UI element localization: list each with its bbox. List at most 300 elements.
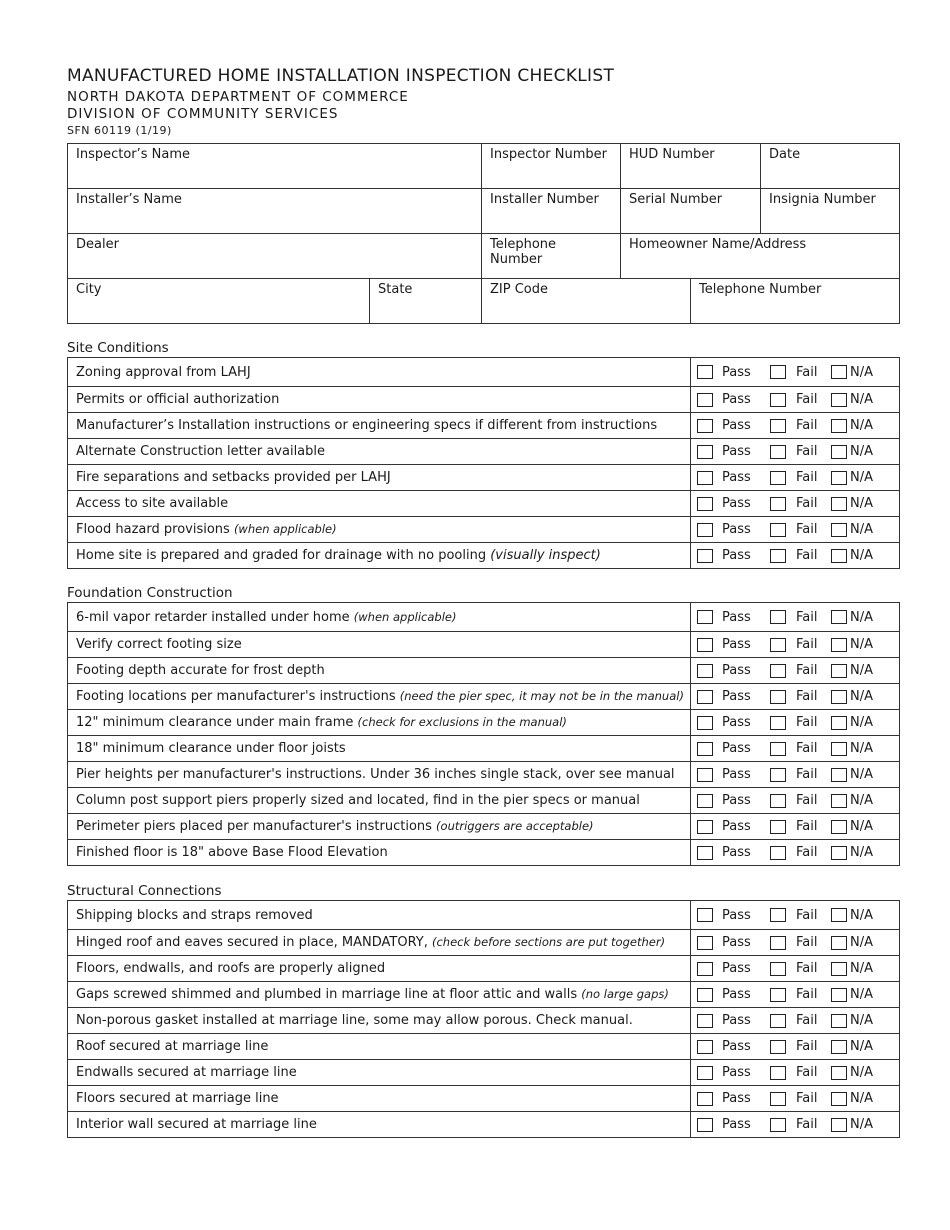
item-note: (check for exclusions in the manual) bbox=[357, 715, 567, 729]
pass-label: Pass bbox=[722, 1065, 751, 1080]
pass-checkbox[interactable] bbox=[697, 820, 713, 834]
fail-label: Fail bbox=[796, 689, 818, 704]
fail-checkbox[interactable] bbox=[770, 716, 786, 730]
item-label: Gaps screwed shimmed and plumbed in marriage line at floor attic and walls bbox=[76, 987, 582, 1002]
section-title-foundation: Foundation Construction bbox=[67, 585, 233, 601]
na-checkbox[interactable] bbox=[831, 1118, 847, 1132]
fail-checkbox[interactable] bbox=[770, 846, 786, 860]
checklist-row bbox=[68, 1008, 900, 1034]
na-checkbox[interactable] bbox=[831, 742, 847, 756]
na-label: N/A bbox=[850, 609, 873, 625]
item-text bbox=[68, 517, 691, 543]
fail-label: Fail bbox=[796, 1065, 818, 1080]
fail-checkbox[interactable] bbox=[770, 1092, 786, 1106]
item-text bbox=[68, 1034, 691, 1060]
item-label: 6-mil vapor retarder installed under home bbox=[76, 609, 354, 625]
section-title-site: Site Conditions bbox=[67, 340, 169, 356]
result-options bbox=[691, 543, 900, 569]
item-label: Interior wall secured at marriage line bbox=[76, 1117, 317, 1132]
na-checkbox[interactable] bbox=[831, 936, 847, 950]
fail-checkbox[interactable] bbox=[770, 820, 786, 834]
state-field[interactable]: State bbox=[370, 279, 482, 324]
checklist-row bbox=[68, 736, 900, 762]
checklist-row bbox=[68, 1086, 900, 1112]
item-text bbox=[68, 788, 691, 814]
item-label: Footing locations per manufacturer's instructions bbox=[76, 689, 400, 704]
na-label: N/A bbox=[850, 522, 873, 537]
foundation-construction-table bbox=[67, 602, 900, 866]
pass-label: Pass bbox=[722, 609, 751, 625]
result-options bbox=[691, 736, 900, 762]
na-label: N/A bbox=[850, 793, 873, 808]
na-checkbox[interactable] bbox=[831, 638, 847, 652]
pass-checkbox[interactable] bbox=[697, 846, 713, 860]
na-checkbox[interactable] bbox=[831, 794, 847, 808]
checklist-row bbox=[68, 1112, 900, 1138]
fail-label: Fail bbox=[796, 548, 818, 563]
item-label: Endwalls secured at marriage line bbox=[76, 1065, 297, 1080]
item-text bbox=[68, 358, 691, 387]
na-checkbox[interactable] bbox=[831, 1066, 847, 1080]
pass-checkbox[interactable] bbox=[697, 365, 713, 379]
fail-checkbox[interactable] bbox=[770, 638, 786, 652]
na-checkbox[interactable] bbox=[831, 497, 847, 511]
fail-checkbox[interactable] bbox=[770, 365, 786, 379]
item-note: (when applicable) bbox=[233, 522, 337, 536]
pass-label: Pass bbox=[722, 689, 751, 704]
fail-checkbox[interactable] bbox=[770, 497, 786, 511]
item-label: 12" minimum clearance under main frame bbox=[76, 715, 358, 730]
item-text bbox=[68, 1086, 691, 1112]
na-checkbox[interactable] bbox=[831, 549, 847, 563]
fail-checkbox[interactable] bbox=[770, 1118, 786, 1132]
date-field[interactable]: Date bbox=[761, 144, 900, 189]
pass-checkbox[interactable] bbox=[697, 471, 713, 485]
dealer-field[interactable]: Dealer bbox=[68, 234, 482, 279]
pass-checkbox[interactable] bbox=[697, 962, 713, 976]
info-table bbox=[67, 143, 900, 324]
fail-label: Fail bbox=[796, 392, 818, 407]
item-label: Access to site available bbox=[76, 496, 229, 511]
checklist-row bbox=[68, 1034, 900, 1060]
result-options bbox=[691, 517, 900, 543]
item-label: Non-porous gasket installed at marriage line, some may allow porous. Check manual. bbox=[76, 1013, 633, 1028]
na-label: N/A bbox=[850, 548, 873, 563]
item-text bbox=[68, 982, 691, 1008]
item-label: 18" minimum clearance under floor joists bbox=[76, 741, 346, 756]
pass-label: Pass bbox=[722, 961, 751, 976]
item-label: Column post support piers properly sized and located, find in the pier specs or manual bbox=[76, 793, 640, 808]
fail-checkbox[interactable] bbox=[770, 445, 786, 459]
result-options bbox=[691, 762, 900, 788]
item-text bbox=[68, 736, 691, 762]
fail-checkbox[interactable] bbox=[770, 1040, 786, 1054]
pass-checkbox[interactable] bbox=[697, 742, 713, 756]
pass-label: Pass bbox=[722, 444, 751, 459]
pass-label: Pass bbox=[722, 987, 751, 1002]
item-label: Alternate Construction letter available bbox=[76, 444, 326, 459]
pass-checkbox[interactable] bbox=[697, 1092, 713, 1106]
item-label: Hinged roof and eaves secured in place, MANDATORY, bbox=[76, 935, 432, 950]
na-label: N/A bbox=[850, 444, 873, 459]
pass-label: Pass bbox=[722, 470, 751, 485]
fail-checkbox[interactable] bbox=[770, 419, 786, 433]
na-checkbox[interactable] bbox=[831, 664, 847, 678]
pass-label: Pass bbox=[722, 418, 751, 433]
item-label: Home site is prepared and graded for drainage with no pooling bbox=[76, 548, 491, 563]
checklist-row bbox=[68, 387, 900, 413]
na-checkbox[interactable] bbox=[831, 1040, 847, 1054]
item-label: Floors secured at marriage line bbox=[76, 1091, 279, 1106]
city-field[interactable]: City bbox=[68, 279, 370, 324]
fail-checkbox[interactable] bbox=[770, 549, 786, 563]
fail-label: Fail bbox=[796, 845, 818, 860]
item-text bbox=[68, 387, 691, 413]
result-options bbox=[691, 632, 900, 658]
pass-checkbox[interactable] bbox=[697, 988, 713, 1002]
result-options bbox=[691, 684, 900, 710]
department-name: NORTH DAKOTA DEPARTMENT OF COMMERCE bbox=[67, 89, 409, 105]
pass-label: Pass bbox=[722, 522, 751, 537]
item-text bbox=[68, 814, 691, 840]
insignia-number-field[interactable]: Insignia Number bbox=[761, 189, 900, 234]
na-label: N/A bbox=[850, 663, 873, 678]
na-label: N/A bbox=[850, 637, 873, 652]
item-text bbox=[68, 603, 691, 632]
pass-label: Pass bbox=[722, 935, 751, 950]
pass-label: Pass bbox=[722, 741, 751, 756]
result-options bbox=[691, 710, 900, 736]
result-options bbox=[691, 413, 900, 439]
fail-label: Fail bbox=[796, 364, 818, 380]
zip-field[interactable]: ZIP Code bbox=[482, 279, 691, 324]
pass-checkbox[interactable] bbox=[697, 1066, 713, 1080]
item-text bbox=[68, 1060, 691, 1086]
result-options bbox=[691, 814, 900, 840]
pass-checkbox[interactable] bbox=[697, 1014, 713, 1028]
result-options bbox=[691, 1112, 900, 1138]
checklist-row bbox=[68, 439, 900, 465]
item-note: (outriggers are acceptable) bbox=[436, 819, 594, 833]
item-label: Zoning approval from LAHJ bbox=[76, 364, 251, 380]
pass-label: Pass bbox=[722, 392, 751, 407]
na-checkbox[interactable] bbox=[831, 471, 847, 485]
item-text bbox=[68, 632, 691, 658]
fail-checkbox[interactable] bbox=[770, 690, 786, 704]
item-label: Floors, endwalls, and roofs are properly aligned bbox=[76, 961, 386, 976]
na-label: N/A bbox=[850, 418, 873, 433]
na-checkbox[interactable] bbox=[831, 988, 847, 1002]
na-label: N/A bbox=[850, 470, 873, 485]
item-text bbox=[68, 930, 691, 956]
item-text bbox=[68, 710, 691, 736]
pass-checkbox[interactable] bbox=[697, 794, 713, 808]
result-options bbox=[691, 901, 900, 930]
checklist-row bbox=[68, 603, 900, 632]
fail-label: Fail bbox=[796, 819, 818, 834]
result-options bbox=[691, 491, 900, 517]
fail-label: Fail bbox=[796, 1039, 818, 1054]
checklist-row bbox=[68, 465, 900, 491]
na-label: N/A bbox=[850, 715, 873, 730]
item-label: Permits or official authorization bbox=[76, 392, 280, 407]
inspector-number-field[interactable]: Inspector Number bbox=[482, 144, 621, 189]
fail-checkbox[interactable] bbox=[770, 523, 786, 537]
na-label: N/A bbox=[850, 496, 873, 511]
pass-label: Pass bbox=[722, 819, 751, 834]
fail-checkbox[interactable] bbox=[770, 664, 786, 678]
item-label: Footing depth accurate for frost depth bbox=[76, 663, 325, 678]
fail-label: Fail bbox=[796, 935, 818, 950]
fail-checkbox[interactable] bbox=[770, 610, 786, 624]
item-note: (need the pier spec, it may not be in the manual) bbox=[399, 689, 684, 703]
fail-label: Fail bbox=[796, 741, 818, 756]
result-options bbox=[691, 387, 900, 413]
item-text bbox=[68, 413, 691, 439]
item-note: (visually inspect) bbox=[490, 548, 601, 563]
site-conditions-table bbox=[67, 357, 900, 569]
na-label: N/A bbox=[850, 1091, 873, 1106]
item-text bbox=[68, 901, 691, 930]
fail-checkbox[interactable] bbox=[770, 768, 786, 782]
checklist-row bbox=[68, 710, 900, 736]
pass-label: Pass bbox=[722, 907, 751, 923]
na-checkbox[interactable] bbox=[831, 820, 847, 834]
item-text bbox=[68, 762, 691, 788]
na-checkbox[interactable] bbox=[831, 365, 847, 379]
pass-label: Pass bbox=[722, 364, 751, 380]
pass-checkbox[interactable] bbox=[697, 664, 713, 678]
na-label: N/A bbox=[850, 961, 873, 976]
pass-checkbox[interactable] bbox=[697, 1118, 713, 1132]
checklist-row bbox=[68, 358, 900, 387]
checklist-row bbox=[68, 543, 900, 569]
checklist-row bbox=[68, 684, 900, 710]
pass-label: Pass bbox=[722, 1091, 751, 1106]
na-label: N/A bbox=[850, 845, 873, 860]
na-label: N/A bbox=[850, 987, 873, 1002]
fail-label: Fail bbox=[796, 1091, 818, 1106]
na-checkbox[interactable] bbox=[831, 523, 847, 537]
item-label: Finished floor is 18" above Base Flood Elevation bbox=[76, 845, 388, 860]
na-checkbox[interactable] bbox=[831, 690, 847, 704]
fail-label: Fail bbox=[796, 987, 818, 1002]
fail-label: Fail bbox=[796, 793, 818, 808]
pass-checkbox[interactable] bbox=[697, 716, 713, 730]
na-label: N/A bbox=[850, 392, 873, 407]
na-checkbox[interactable] bbox=[831, 846, 847, 860]
installer-number-field[interactable]: Installer Number bbox=[482, 189, 621, 234]
pass-checkbox[interactable] bbox=[697, 445, 713, 459]
result-options bbox=[691, 788, 900, 814]
fail-label: Fail bbox=[796, 1013, 818, 1028]
result-options bbox=[691, 982, 900, 1008]
result-options bbox=[691, 465, 900, 491]
item-note: (no large gaps) bbox=[581, 987, 669, 1001]
item-label: Manufacturer’s Installation instructions or engineering specs if different from instructions bbox=[76, 418, 658, 433]
fail-checkbox[interactable] bbox=[770, 988, 786, 1002]
item-text bbox=[68, 439, 691, 465]
fail-checkbox[interactable] bbox=[770, 742, 786, 756]
checklist-row bbox=[68, 814, 900, 840]
na-checkbox[interactable] bbox=[831, 768, 847, 782]
page-title: MANUFACTURED HOME INSTALLATION INSPECTION CHECKLIST bbox=[67, 66, 615, 86]
fail-label: Fail bbox=[796, 444, 818, 459]
item-label: Pier heights per manufacturer's instructions. Under 36 inches single stack, over see manual bbox=[76, 767, 675, 782]
result-options bbox=[691, 358, 900, 387]
pass-checkbox[interactable] bbox=[697, 690, 713, 704]
hud-number-field[interactable]: HUD Number bbox=[621, 144, 761, 189]
fail-checkbox[interactable] bbox=[770, 1014, 786, 1028]
fail-label: Fail bbox=[796, 609, 818, 625]
fail-checkbox[interactable] bbox=[770, 794, 786, 808]
checklist-row bbox=[68, 413, 900, 439]
item-label: Fire separations and setbacks provided per LAHJ bbox=[76, 470, 391, 485]
na-label: N/A bbox=[850, 1039, 873, 1054]
na-checkbox[interactable] bbox=[831, 1092, 847, 1106]
checklist-row bbox=[68, 632, 900, 658]
serial-number-field[interactable]: Serial Number bbox=[621, 189, 761, 234]
checklist-row bbox=[68, 840, 900, 866]
fail-checkbox[interactable] bbox=[770, 393, 786, 407]
homeowner-field[interactable]: Homeowner Name/Address bbox=[621, 234, 900, 279]
na-label: N/A bbox=[850, 364, 873, 380]
fail-label: Fail bbox=[796, 418, 818, 433]
item-text bbox=[68, 465, 691, 491]
result-options bbox=[691, 439, 900, 465]
item-note: (when applicable) bbox=[353, 609, 457, 624]
pass-label: Pass bbox=[722, 637, 751, 652]
na-checkbox[interactable] bbox=[831, 908, 847, 922]
na-checkbox[interactable] bbox=[831, 445, 847, 459]
pass-label: Pass bbox=[722, 1117, 751, 1132]
item-text bbox=[68, 491, 691, 517]
pass-label: Pass bbox=[722, 845, 751, 860]
na-label: N/A bbox=[850, 1013, 873, 1028]
item-text bbox=[68, 684, 691, 710]
item-text bbox=[68, 1008, 691, 1034]
checklist-row bbox=[68, 901, 900, 930]
na-checkbox[interactable] bbox=[831, 419, 847, 433]
na-checkbox[interactable] bbox=[831, 716, 847, 730]
fail-label: Fail bbox=[796, 663, 818, 678]
result-options bbox=[691, 930, 900, 956]
fail-label: Fail bbox=[796, 470, 818, 485]
result-options bbox=[691, 1034, 900, 1060]
na-label: N/A bbox=[850, 907, 873, 923]
fail-label: Fail bbox=[796, 961, 818, 976]
checklist-row bbox=[68, 517, 900, 543]
pass-label: Pass bbox=[722, 1013, 751, 1028]
installers-name-field[interactable]: Installer’s Name bbox=[68, 189, 482, 234]
checklist-row bbox=[68, 491, 900, 517]
pass-checkbox[interactable] bbox=[697, 908, 713, 922]
na-checkbox[interactable] bbox=[831, 962, 847, 976]
fail-label: Fail bbox=[796, 715, 818, 730]
na-label: N/A bbox=[850, 767, 873, 782]
fail-checkbox[interactable] bbox=[770, 908, 786, 922]
fail-label: Fail bbox=[796, 522, 818, 537]
na-label: N/A bbox=[850, 819, 873, 834]
fail-label: Fail bbox=[796, 907, 818, 923]
na-checkbox[interactable] bbox=[831, 1014, 847, 1028]
na-label: N/A bbox=[850, 1065, 873, 1080]
pass-checkbox[interactable] bbox=[697, 610, 713, 624]
na-label: N/A bbox=[850, 1117, 873, 1132]
item-text bbox=[68, 543, 691, 569]
result-options bbox=[691, 658, 900, 684]
fail-checkbox[interactable] bbox=[770, 1066, 786, 1080]
result-options bbox=[691, 1086, 900, 1112]
fail-checkbox[interactable] bbox=[770, 471, 786, 485]
pass-label: Pass bbox=[722, 793, 751, 808]
checklist-row bbox=[68, 788, 900, 814]
item-text bbox=[68, 658, 691, 684]
fail-label: Fail bbox=[796, 496, 818, 511]
pass-checkbox[interactable] bbox=[697, 638, 713, 652]
checklist-row bbox=[68, 658, 900, 684]
checklist-row bbox=[68, 762, 900, 788]
item-text bbox=[68, 840, 691, 866]
item-label: Shipping blocks and straps removed bbox=[76, 907, 313, 923]
pass-checkbox[interactable] bbox=[697, 497, 713, 511]
pass-checkbox[interactable] bbox=[697, 393, 713, 407]
result-options bbox=[691, 1008, 900, 1034]
section-title-structural: Structural Connections bbox=[67, 883, 222, 899]
telephone-number-2-field[interactable]: Telephone Number bbox=[691, 279, 900, 324]
pass-checkbox[interactable] bbox=[697, 419, 713, 433]
na-label: N/A bbox=[850, 689, 873, 704]
result-options bbox=[691, 603, 900, 632]
checklist-row bbox=[68, 956, 900, 982]
result-options bbox=[691, 1060, 900, 1086]
item-label: Perimeter piers placed per manufacturer's instructions bbox=[76, 819, 437, 834]
inspectors-name-field[interactable]: Inspector’s Name bbox=[68, 144, 482, 189]
pass-checkbox[interactable] bbox=[697, 1040, 713, 1054]
item-label: Verify correct footing size bbox=[76, 637, 242, 652]
item-text bbox=[68, 956, 691, 982]
pass-label: Pass bbox=[722, 1039, 751, 1054]
na-label: N/A bbox=[850, 935, 873, 950]
na-label: N/A bbox=[850, 741, 873, 756]
na-checkbox[interactable] bbox=[831, 610, 847, 624]
pass-checkbox[interactable] bbox=[697, 936, 713, 950]
fail-checkbox[interactable] bbox=[770, 962, 786, 976]
fail-label: Fail bbox=[796, 637, 818, 652]
pass-checkbox[interactable] bbox=[697, 768, 713, 782]
result-options bbox=[691, 840, 900, 866]
pass-label: Pass bbox=[722, 663, 751, 678]
item-note: (check before sections are put together) bbox=[432, 935, 666, 949]
structural-connections-table bbox=[67, 900, 900, 1138]
item-label: Roof secured at marriage line bbox=[76, 1039, 269, 1054]
division-name: DIVISION OF COMMUNITY SERVICES bbox=[67, 106, 339, 122]
form-number: SFN 60119 (1/19) bbox=[67, 124, 172, 137]
pass-label: Pass bbox=[722, 715, 751, 730]
item-label: Flood hazard provisions bbox=[76, 522, 234, 537]
checklist-row bbox=[68, 982, 900, 1008]
item-text bbox=[68, 1112, 691, 1138]
fail-checkbox[interactable] bbox=[770, 936, 786, 950]
pass-label: Pass bbox=[722, 767, 751, 782]
result-options bbox=[691, 956, 900, 982]
na-checkbox[interactable] bbox=[831, 393, 847, 407]
pass-checkbox[interactable] bbox=[697, 549, 713, 563]
pass-label: Pass bbox=[722, 548, 751, 563]
telephone-number-field[interactable]: Telephone Number bbox=[482, 234, 621, 279]
fail-label: Fail bbox=[796, 767, 818, 782]
pass-checkbox[interactable] bbox=[697, 523, 713, 537]
